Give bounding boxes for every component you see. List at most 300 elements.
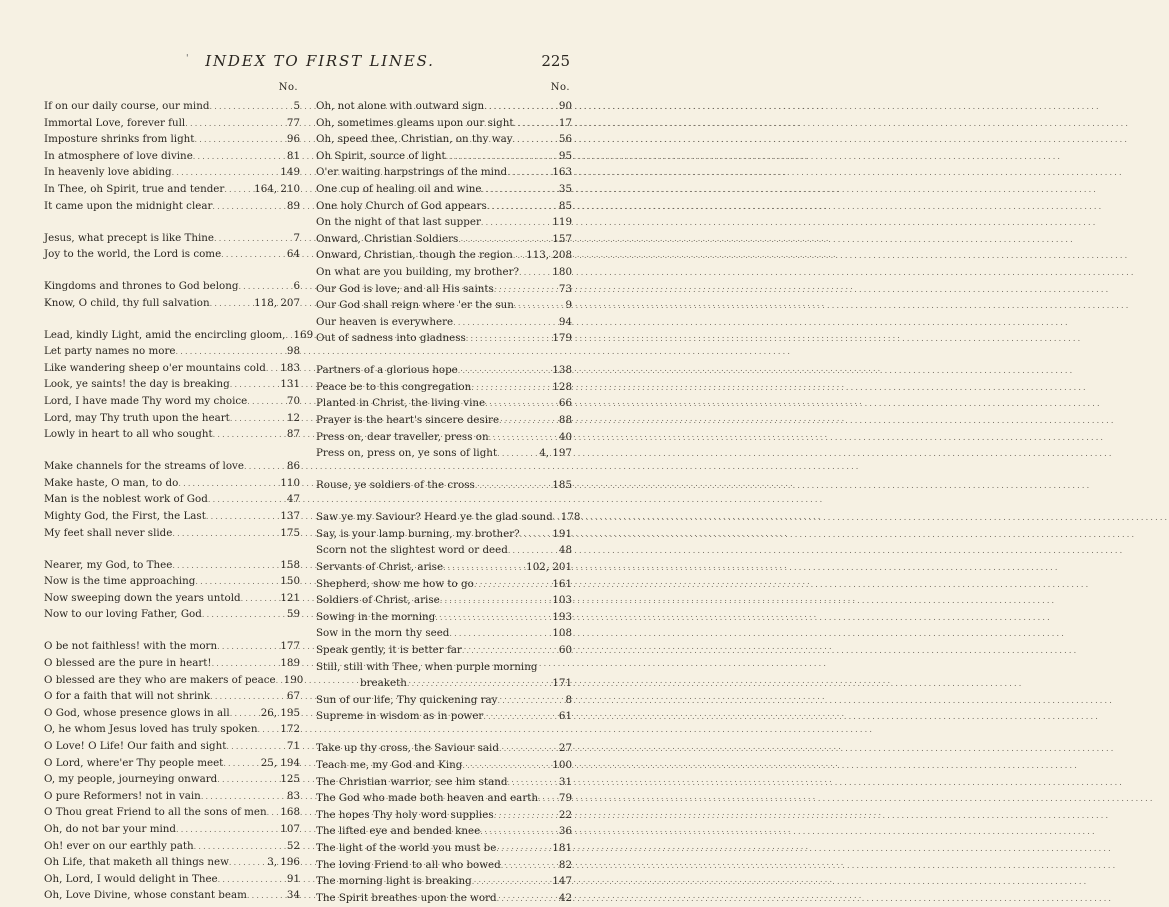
first-line-text: Our God shall reign where 'er the sun bbox=[316, 299, 514, 312]
hymn-number: 87 bbox=[286, 428, 300, 441]
first-line-text: On the night of that last supper bbox=[316, 216, 481, 229]
first-line-text: Lord, I have made Thy word my choice bbox=[44, 395, 248, 408]
dot-leader bbox=[247, 394, 285, 411]
hymn-number: 121 bbox=[280, 591, 300, 604]
index-entry bbox=[316, 840, 572, 857]
index-entry bbox=[44, 198, 300, 215]
index-entry bbox=[44, 854, 300, 871]
index-entry bbox=[316, 164, 572, 181]
hymn-number: 42 bbox=[558, 891, 572, 904]
first-line-text: Scorn not the slightest word or deed bbox=[316, 544, 508, 557]
first-line-text: Jesus, what precept is like Thine bbox=[44, 231, 214, 244]
dot-leader bbox=[489, 430, 557, 447]
index-entry bbox=[316, 692, 572, 709]
hymn-number: 77 bbox=[286, 116, 300, 129]
first-line-text: The loving Friend to all who bowed bbox=[316, 858, 501, 871]
dot-leader bbox=[471, 380, 550, 397]
first-line-text: My feet shall never slide bbox=[44, 526, 173, 539]
dot-leader bbox=[178, 476, 278, 493]
first-line-text: The morning light is breaking bbox=[316, 875, 472, 888]
hymn-number: 179 bbox=[552, 332, 572, 345]
hymn-number: 157 bbox=[552, 232, 572, 245]
hymn-number: 12 bbox=[286, 411, 300, 424]
hymn-number: 64 bbox=[286, 248, 300, 261]
hymn-number: 56 bbox=[558, 133, 572, 146]
dot-leader bbox=[193, 149, 285, 166]
dot-leader bbox=[229, 855, 265, 872]
hymn-number: 113, 208 bbox=[526, 249, 572, 262]
dot-leader bbox=[241, 591, 279, 608]
hymn-number: 181 bbox=[552, 841, 572, 854]
index-entry bbox=[316, 873, 572, 890]
dot-leader bbox=[194, 839, 285, 856]
hymn-number: 89 bbox=[286, 199, 300, 212]
dot-leader bbox=[507, 165, 550, 182]
first-line-text: Speak gently, it is better far bbox=[316, 643, 462, 656]
index-entry bbox=[316, 526, 572, 543]
hymn-number: 189 bbox=[280, 656, 300, 669]
first-line-text: O pure Reformers! not in vain bbox=[44, 789, 201, 802]
index-column-right bbox=[316, 82, 581, 906]
first-line-text: Oh, Love Divine, whose constant beam bbox=[44, 889, 247, 902]
dot-leader bbox=[501, 858, 557, 875]
hymn-number: 3, 196 bbox=[267, 856, 300, 869]
dot-leader bbox=[487, 199, 557, 216]
dot-leader bbox=[440, 593, 551, 610]
index-entry bbox=[316, 807, 572, 824]
index-entry bbox=[316, 774, 572, 791]
index-entry bbox=[44, 721, 300, 738]
first-line-text: Planted in Christ, the living vine bbox=[316, 397, 486, 410]
first-line-text: Oh Life, that maketh all things new bbox=[44, 856, 229, 869]
index-entry bbox=[316, 379, 572, 396]
group-spacer bbox=[44, 311, 300, 326]
index-entry bbox=[316, 131, 572, 148]
first-line-text: Oh, Lord, I would delight in Thee bbox=[44, 872, 218, 885]
first-line-text: In atmosphere of love divine bbox=[44, 149, 193, 162]
hymn-number: 83 bbox=[286, 789, 300, 802]
dot-leader bbox=[221, 247, 285, 264]
index-entry bbox=[316, 509, 581, 526]
index-entry bbox=[44, 393, 300, 410]
hymn-number: 171 bbox=[552, 677, 572, 690]
index-entry bbox=[44, 410, 300, 427]
index-entry bbox=[316, 314, 572, 331]
index-entry bbox=[316, 247, 572, 264]
dot-leader bbox=[435, 610, 550, 627]
dot-leader bbox=[195, 574, 278, 591]
dot-leader bbox=[485, 396, 557, 413]
first-line-text: One cup of healing oil and wine bbox=[316, 182, 482, 195]
dot-leader bbox=[247, 888, 285, 905]
first-line-text: Sun of our life, Thy quickening ray bbox=[316, 693, 498, 706]
index-entry bbox=[44, 573, 300, 590]
index-entry bbox=[316, 281, 572, 298]
hymn-number: 85 bbox=[558, 199, 572, 212]
first-line-text: Sow in the morn thy seed bbox=[316, 627, 450, 640]
hymn-number: 138 bbox=[552, 364, 572, 377]
group-spacer bbox=[44, 214, 300, 229]
dot-leader bbox=[481, 215, 550, 232]
first-line-text: Imposture shrinks from light bbox=[44, 133, 195, 146]
index-entry bbox=[44, 327, 314, 344]
hymn-number: 90 bbox=[558, 100, 572, 112]
first-line-text: Lead, kindly Light, amid the encircling gloom, bbox=[44, 328, 286, 341]
index-entry bbox=[316, 429, 572, 446]
first-line-text: Mighty God, the First, the Last bbox=[44, 510, 206, 523]
dot-leader bbox=[266, 361, 279, 378]
first-line-text: O Love! O Life! Our faith and sight bbox=[44, 739, 227, 752]
hymn-number: 34 bbox=[286, 889, 300, 902]
index-entry bbox=[316, 362, 572, 379]
dot-leader bbox=[210, 296, 253, 313]
group-spacer bbox=[44, 541, 300, 556]
index-entry bbox=[44, 672, 304, 689]
first-line-text: Oh, speed thee, Christian, on thy way bbox=[316, 133, 513, 146]
first-line-text: The God who made both heaven and earth bbox=[316, 792, 539, 805]
index-entry bbox=[44, 788, 300, 805]
index-entry bbox=[316, 395, 572, 412]
first-line-text: Our God is love; and all His saints bbox=[316, 282, 494, 295]
hymn-number: 178 bbox=[560, 511, 581, 524]
index-entry bbox=[44, 557, 300, 574]
first-line-text: In Thee, oh Spirit, true and tender bbox=[44, 182, 225, 195]
index-entry bbox=[44, 771, 300, 788]
first-line-text: The Christian warrior, see him stand bbox=[316, 775, 508, 788]
first-line-text: Still, still with Thee, when purple morning bbox=[316, 660, 538, 673]
first-line-text: Joy to the world, the Lord is come bbox=[44, 248, 222, 261]
index-entry bbox=[44, 360, 300, 377]
first-line-text: Nearer, my God, to Thee bbox=[44, 558, 173, 571]
first-line-text: Make channels for the streams of love bbox=[44, 460, 244, 473]
hymn-number: 36 bbox=[558, 825, 572, 838]
first-line-text: O be not faithless! with the morn bbox=[44, 640, 218, 653]
hymn-number: 40 bbox=[558, 430, 572, 443]
hymn-number: 22 bbox=[558, 808, 572, 821]
index-entry bbox=[316, 412, 572, 429]
index-entry bbox=[44, 738, 300, 755]
hymn-number: 190 bbox=[283, 673, 304, 686]
first-line-text: Shepherd, show me how to go bbox=[316, 577, 474, 590]
first-line-text: Man is the noblest work of God bbox=[44, 493, 208, 506]
hymn-number: 9 bbox=[565, 299, 572, 312]
index-entry bbox=[44, 871, 300, 888]
index-entry bbox=[316, 708, 572, 725]
first-line-text: Press on, dear traveller, press on bbox=[316, 430, 489, 443]
page-header bbox=[0, 50, 640, 74]
index-entry bbox=[44, 838, 300, 855]
first-line-text: Onward, Christian Soldiers bbox=[316, 232, 459, 245]
hymn-number: 8 bbox=[565, 693, 572, 706]
dot-leader bbox=[257, 722, 278, 739]
hymn-number: 96 bbox=[286, 133, 300, 146]
first-line-text: Oh, do not bar your mind bbox=[44, 822, 176, 835]
dot-leader bbox=[453, 315, 557, 332]
first-line-text: Peace be to this congregation bbox=[316, 380, 472, 393]
index-entry bbox=[316, 330, 572, 347]
index-entry bbox=[316, 625, 572, 642]
dot-leader bbox=[484, 99, 557, 116]
dot-leader bbox=[214, 231, 291, 248]
index-entry bbox=[316, 148, 572, 165]
first-line-text: In heavenly love abiding bbox=[44, 166, 172, 179]
index-entry bbox=[44, 804, 300, 821]
hymn-number: 180 bbox=[552, 265, 572, 278]
dot-leader bbox=[446, 149, 557, 166]
index-entry bbox=[316, 659, 572, 676]
dot-leader bbox=[458, 363, 551, 380]
index-entry bbox=[44, 115, 300, 132]
first-line-text: Rouse, ye soldiers of the cross bbox=[316, 479, 475, 492]
first-line-text: O Lord, where'er Thy people meet bbox=[44, 756, 224, 769]
hymn-number: 7 bbox=[293, 231, 300, 244]
index-entry bbox=[316, 642, 572, 659]
dot-leader bbox=[514, 298, 564, 315]
first-line-text: Partners of a glorious hope bbox=[316, 364, 458, 377]
first-line-text: Onward, Christian, though the region bbox=[316, 249, 513, 262]
first-line-text: The light of the world you must be bbox=[316, 841, 497, 854]
first-line-text: It came upon the midnight clear bbox=[44, 199, 213, 212]
dot-leader bbox=[497, 693, 563, 710]
dot-leader bbox=[462, 643, 557, 660]
index-entry bbox=[316, 297, 572, 314]
dot-leader bbox=[244, 459, 285, 476]
index-entry bbox=[316, 181, 572, 198]
index-entry bbox=[44, 525, 300, 542]
hymn-number: 98 bbox=[286, 345, 300, 358]
dot-leader bbox=[202, 607, 285, 624]
dot-leader bbox=[458, 232, 550, 249]
hymn-number: 119 bbox=[552, 216, 572, 229]
index-entry bbox=[44, 821, 300, 838]
index-entry bbox=[44, 295, 300, 312]
dot-leader bbox=[226, 739, 285, 756]
hymn-number: 27 bbox=[558, 742, 572, 755]
hymn-number: 168 bbox=[280, 806, 300, 819]
index-entry bbox=[44, 98, 300, 115]
first-line-text: O, my people, journeying onward bbox=[44, 773, 218, 786]
first-line-text: On what are you building, my brother? bbox=[316, 265, 520, 278]
first-line-text: O Thou great Friend to all the sons of men bbox=[44, 806, 267, 819]
dot-leader bbox=[514, 116, 557, 133]
hymn-number: 131 bbox=[280, 378, 300, 391]
hymn-number: 172 bbox=[280, 723, 300, 736]
dot-leader bbox=[499, 741, 557, 758]
hymn-number: 108 bbox=[552, 627, 572, 640]
hymn-number: 100 bbox=[552, 758, 572, 771]
first-line-text: Oh Spirit, source of light bbox=[316, 149, 446, 162]
first-line-text: O'er waiting harpstrings of the mind bbox=[316, 166, 508, 179]
hymn-number: 81 bbox=[286, 149, 300, 162]
hymn-number: 61 bbox=[558, 710, 572, 723]
hymn-number: 67 bbox=[286, 690, 300, 703]
first-line-text: If on our daily course, our mind bbox=[44, 100, 210, 112]
hymn-number: 48 bbox=[558, 544, 572, 557]
dot-leader bbox=[217, 772, 278, 789]
hymn-number: 107 bbox=[280, 822, 300, 835]
group-spacer bbox=[316, 347, 572, 362]
index-column-left bbox=[44, 82, 314, 904]
dot-leader bbox=[507, 775, 556, 792]
first-line-text: Make haste, O man, to do bbox=[44, 476, 179, 489]
hymn-number: 88 bbox=[558, 414, 572, 427]
hymn-number: 47 bbox=[286, 493, 300, 506]
first-line-text: Soldiers of Christ, arise bbox=[316, 594, 440, 607]
index-entry bbox=[316, 857, 572, 874]
hymn-number: 59 bbox=[286, 608, 300, 621]
dot-leader bbox=[176, 344, 285, 361]
first-line-text: breaketh bbox=[360, 677, 407, 690]
first-line-text: O blessed are the pure in heart! bbox=[44, 656, 212, 669]
first-line-text: Say, is your lamp burning, my brother? bbox=[316, 527, 520, 540]
page-number: 225 bbox=[541, 52, 570, 70]
dot-leader bbox=[472, 874, 551, 891]
index-entry bbox=[316, 477, 572, 494]
index-entry bbox=[44, 491, 300, 508]
first-line-text: Now sweeping down the years untold bbox=[44, 591, 241, 604]
first-line-text: Sowing in the morning bbox=[316, 610, 436, 623]
hymn-number: 66 bbox=[558, 397, 572, 410]
dot-leader bbox=[176, 822, 278, 839]
page-title: INDEX TO FIRST LINES. bbox=[205, 52, 435, 70]
dot-leader bbox=[497, 446, 537, 463]
first-line-text: O God, whose presence glows in all bbox=[44, 706, 230, 719]
first-line-text: Immortal Love, forever full bbox=[44, 116, 186, 129]
hymn-number: 86 bbox=[286, 460, 300, 473]
hymn-number: 125 bbox=[280, 773, 300, 786]
dot-leader bbox=[520, 527, 551, 544]
group-spacer bbox=[44, 623, 300, 638]
dot-leader bbox=[475, 478, 551, 495]
index-entry bbox=[44, 887, 300, 904]
index-entry bbox=[316, 609, 572, 626]
hymn-number: 147 bbox=[552, 875, 572, 888]
hymn-number: 128 bbox=[552, 380, 572, 393]
dot-leader bbox=[494, 282, 557, 299]
dot-leader bbox=[466, 331, 551, 348]
group-spacer bbox=[44, 443, 300, 458]
dot-leader bbox=[223, 756, 258, 773]
index-entry bbox=[44, 458, 300, 475]
index-entry bbox=[44, 688, 300, 705]
hymn-number: 26, 195 bbox=[260, 706, 300, 719]
first-line-text: O blessed are they who are makers of peace bbox=[44, 673, 276, 686]
index-entry bbox=[316, 231, 572, 248]
first-line-text: Know, O child, thy full salvation bbox=[44, 296, 210, 309]
dot-leader bbox=[206, 509, 278, 526]
index-entry bbox=[44, 148, 300, 165]
dot-leader bbox=[513, 248, 524, 265]
column-number-label: No. bbox=[278, 82, 298, 93]
dot-leader bbox=[497, 891, 557, 907]
hymn-number: 103 bbox=[552, 594, 572, 607]
hymn-number: 35 bbox=[558, 182, 572, 195]
dot-leader bbox=[474, 577, 551, 594]
index-entry bbox=[316, 592, 572, 609]
hymn-number: 150 bbox=[280, 575, 300, 588]
dot-leader bbox=[185, 116, 285, 133]
hymn-number: 71 bbox=[286, 739, 300, 752]
index-entry bbox=[44, 230, 300, 247]
first-line-text: Teach me, my God and King bbox=[316, 758, 463, 771]
hymn-number: 102, 201 bbox=[526, 561, 572, 574]
dot-leader bbox=[480, 824, 557, 841]
index-entry bbox=[44, 606, 300, 623]
dot-leader bbox=[224, 182, 252, 199]
dot-leader bbox=[538, 791, 557, 808]
index-entry bbox=[316, 98, 572, 115]
index-entry bbox=[316, 264, 572, 281]
first-line-text: Now is the time approaching bbox=[44, 575, 196, 588]
index-entry bbox=[44, 164, 300, 181]
first-line-text: The hopes Thy holy word supplies bbox=[316, 808, 494, 821]
index-entry bbox=[44, 755, 300, 772]
dot-leader bbox=[172, 558, 278, 575]
index-entry bbox=[44, 376, 300, 393]
first-line-text: The lifted eye and bended knee bbox=[316, 825, 481, 838]
hymn-number: 91 bbox=[286, 872, 300, 885]
hymn-number: 169 bbox=[293, 328, 314, 341]
index-entry bbox=[316, 576, 572, 593]
hymn-number: 4, 197 bbox=[539, 447, 572, 460]
index-entry bbox=[44, 181, 300, 198]
first-line-text: Oh, not alone with outward sign bbox=[316, 100, 485, 112]
group-spacer bbox=[316, 725, 572, 740]
hymn-number: 193 bbox=[552, 610, 572, 623]
index-entry bbox=[44, 638, 300, 655]
dot-leader bbox=[212, 199, 284, 216]
index-entry bbox=[44, 475, 300, 492]
index-entry bbox=[44, 590, 300, 607]
hymn-number: 25, 194 bbox=[260, 756, 300, 769]
first-line-text: One holy Church of God appears bbox=[316, 199, 487, 212]
dot-leader bbox=[267, 805, 279, 822]
dot-leader bbox=[208, 492, 285, 509]
hymn-number: 163 bbox=[552, 166, 572, 179]
index-entry bbox=[44, 508, 300, 525]
index-entry bbox=[316, 559, 572, 576]
hymn-number: 70 bbox=[286, 395, 300, 408]
hymn-number: 17 bbox=[558, 116, 572, 129]
index-entry bbox=[44, 705, 300, 722]
index-entry bbox=[44, 246, 300, 263]
hymn-number: 137 bbox=[280, 510, 300, 523]
hymn-number: 164, 210 bbox=[254, 182, 300, 195]
hymn-number: 118, 207 bbox=[254, 296, 300, 309]
first-line-text: Our heaven is everywhere bbox=[316, 315, 454, 328]
first-line-text: Oh, sometimes gleams upon our sight bbox=[316, 116, 514, 129]
dot-leader bbox=[481, 182, 556, 199]
first-line-text: Look, ye saints! the day is breaking bbox=[44, 378, 230, 391]
hymn-number: 79 bbox=[558, 792, 572, 805]
first-line-text: Saw ye my Saviour? Heard ye the glad sound bbox=[316, 511, 553, 524]
hymn-number: 6 bbox=[293, 280, 300, 293]
hymn-number: 149 bbox=[280, 166, 300, 179]
index-entry bbox=[44, 343, 300, 360]
dot-leader bbox=[213, 427, 285, 444]
hymn-number: 73 bbox=[558, 282, 572, 295]
first-line-text: Out of sadness into gladness bbox=[316, 332, 466, 345]
hymn-number: 158 bbox=[280, 558, 300, 571]
dot-leader bbox=[238, 279, 291, 296]
dot-leader bbox=[218, 872, 285, 889]
dot-leader bbox=[519, 265, 550, 282]
dot-leader bbox=[212, 656, 279, 673]
dot-leader bbox=[209, 99, 291, 116]
dot-leader bbox=[210, 689, 285, 706]
dot-leader bbox=[230, 377, 279, 394]
index-entry bbox=[44, 655, 300, 672]
